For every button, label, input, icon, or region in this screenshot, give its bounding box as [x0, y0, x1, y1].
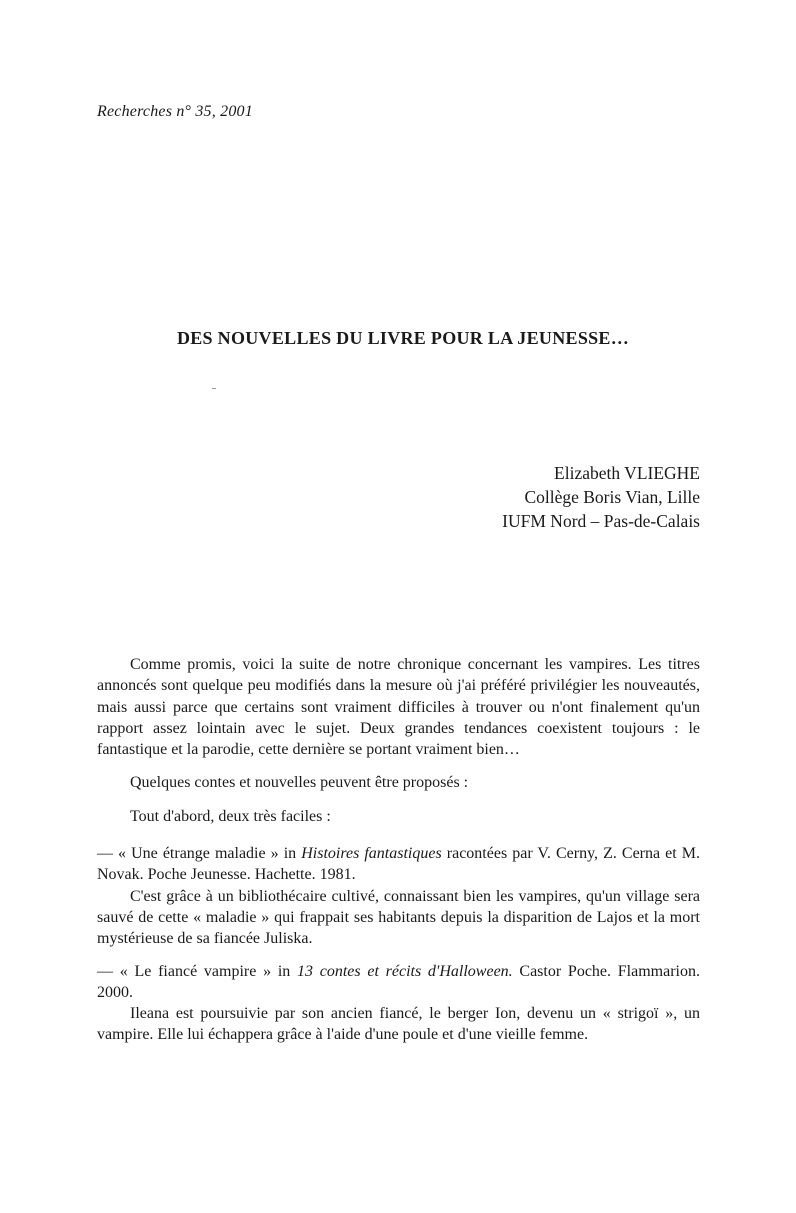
- scan-mark: [212, 388, 216, 389]
- book-reference-1: [97, 843, 700, 886]
- book-summary-1: C'est grâce à un bibliothécaire cultivé, connaissant bien les vampires, qu'un village sera sauvé de cette « maladie » qui frappait ses habitants depuis la disparition de Lajos et la mort mystérieuse de sa fiancée Juliska.: [97, 887, 700, 948]
- book-reference-2: [97, 961, 700, 1004]
- ref-suffix: racontées par V. Cerny, Z. Cerna et M. Novak. Poche Jeunesse. Hachette. 1981.: [97, 845, 700, 884]
- article-title: DES NOUVELLES DU LIVRE POUR LA JEUNESSE…: [176, 328, 630, 348]
- author-affiliation-1: Collège Boris Vian, Lille: [524, 487, 700, 507]
- article-body: [97, 654, 700, 1046]
- work-title: Histoires fantastiques: [301, 845, 442, 863]
- lead-paragraph-2: Tout d'abord, deux très faciles :: [130, 807, 331, 825]
- intro-paragraph: Comme promis, voici la suite de notre chronique concernant les vampires. Les titres annoncés sont quelque peu modifiés dans la mesure où j'ai préféré privilégier les nouveautés, mais aussi parce que certains sont vraiment difficiles à trouver ou n'ont finalement qu'un rapport assez lointain avec le sujet. Deux grandes tendances coexistent toujours : le fantastique et la parodie, cette dernière se portant vraiment bien…: [97, 656, 700, 759]
- author-affiliation-2: IUFM Nord – Pas-de-Calais: [502, 511, 700, 531]
- ref-prefix: — « Le fiancé vampire » in: [97, 962, 297, 980]
- author-name: Elizabeth VLIEGHE: [554, 463, 700, 483]
- running-head: Recherches n° 35, 2001: [97, 103, 253, 120]
- ref-suffix: Castor Poche. Flammarion. 2000.: [97, 962, 700, 1001]
- lead-paragraph-1: Quelques contes et nouvelles peuvent être proposés :: [130, 774, 469, 792]
- author-block: [502, 461, 700, 533]
- work-title: 13 contes et récits d'Halloween.: [297, 962, 513, 980]
- ref-prefix: — « Une étrange maladie » in: [97, 845, 302, 863]
- book-summary-2: Ileana est poursuivie par son ancien fiancé, le berger Ion, devenu un « strigoï », un vampire. Elle lui échappera grâce à l'aide d'une poule et d'une vieille femme.: [97, 1005, 700, 1044]
